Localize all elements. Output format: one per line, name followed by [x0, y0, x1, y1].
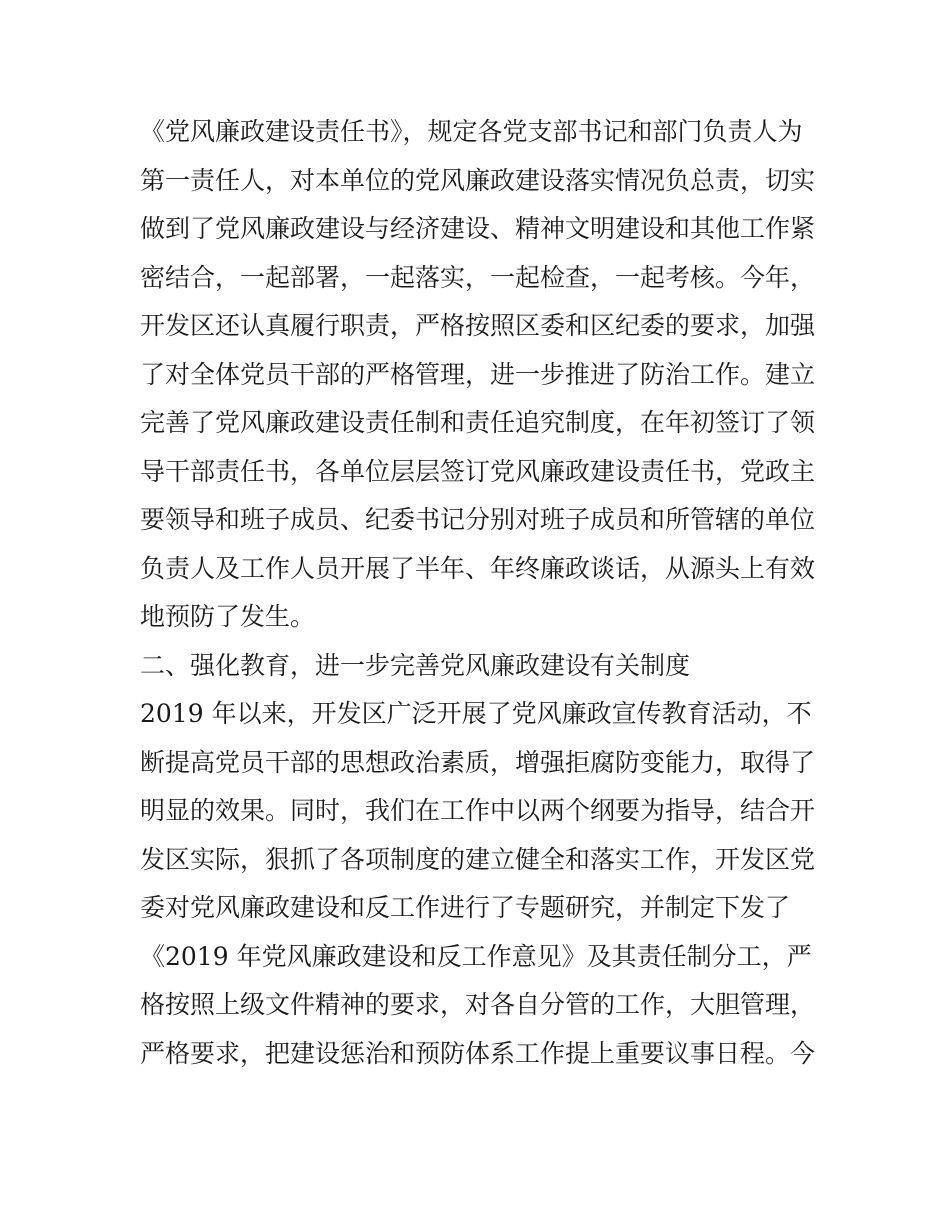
text-line: 导干部责任书，各单位层层签订党风廉政建设责任书，党政主: [140, 456, 816, 486]
text-line: 格按照上级文件精神的要求，对各自分管的工作，大胆管理，: [140, 990, 816, 1019]
text-line: 开发区还认真履行职责，严格按照区委和区纪委的要求，加强: [140, 311, 816, 340]
text-line: 负责人及工作人员开展了半年、年终廉政谈话，从源头上有效: [140, 553, 816, 583]
text-line: 明显的效果。同时，我们在工作中以两个纲要为指导，结合开: [140, 796, 816, 825]
text-line: 《2019 年党风廉政建设和反工作意见》及其责任制分工，严: [140, 941, 812, 971]
text-line: 地预防了发生。: [140, 602, 316, 631]
document-body: [140, 108, 820, 1078]
text-line: 《党风廉政建设责任书》，规定各党支部书记和部门负责人为: [140, 117, 803, 146]
text-line: 完善了党风廉政建设责任制和责任追究制度，在年初签订了领: [140, 408, 816, 437]
text-line: 要领导和班子成员、纪委书记分别对班子成员和所管辖的单位: [140, 505, 816, 534]
text-line: 委对党风廉政建设和反工作进行了专题研究，并制定下发了: [140, 893, 791, 922]
text-line: 严格要求，把建设惩治和预防体系工作提上重要议事日程。今: [140, 1038, 816, 1068]
text-line: 密结合，一起部署，一起落实，一起检查，一起考核。今年，: [140, 262, 816, 292]
text-line: 了对全体党员干部的严格管理，进一步推进了防治工作。建立: [140, 359, 816, 389]
section-heading: 二、强化教育，进一步完善党风廉政建设有关制度: [140, 650, 691, 680]
text-line: 发区实际，狠抓了各项制度的建立健全和落实工作，开发区党: [140, 844, 816, 874]
text-line: 2019 年以来，开发区广泛开展了党风廉政宣传教育活动，不: [140, 699, 812, 728]
text-line: 第一责任人，对本单位的党风廉政建设落实情况负总责，切实: [140, 165, 816, 195]
text-line: 断提高党员干部的思想政治素质，增强拒腐防变能力，取得了: [140, 747, 816, 777]
text-line: 做到了党风廉政建设与经济建设、精神文明建设和其他工作紧: [140, 214, 816, 243]
